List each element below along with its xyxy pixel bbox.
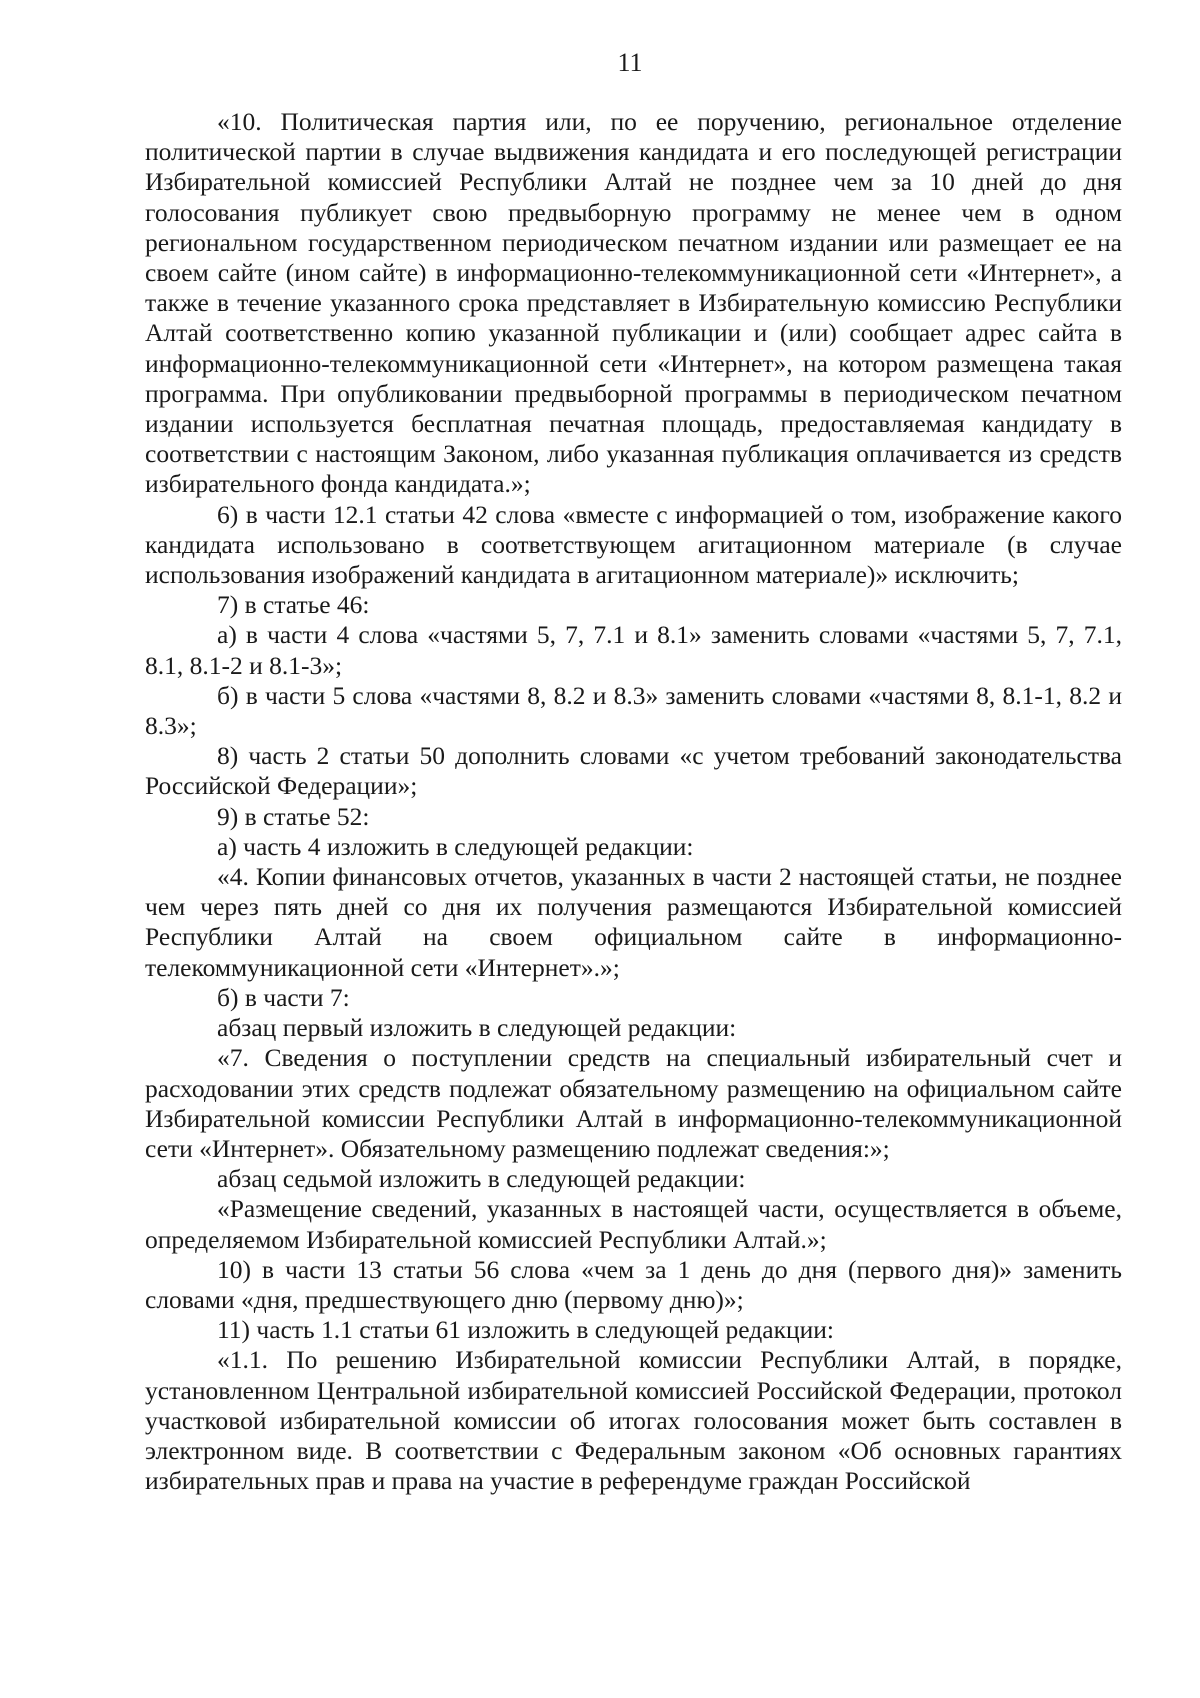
paragraph-15: 10) в части 13 статьи 56 слова «чем за 1 день до дня (первого дня)» заменить словами «дня, предшествующего дню (первому дню)»; bbox=[145, 1254, 1122, 1314]
paragraph-12: «7. Сведения о поступлении средств на специальный избирательный счет и расходовании этих средств подлежат обязательному размещению на официальном сайте Избирательной комиссии Республики Алтай в информационно-телекоммуникационной сети «Интернет». Обязательному размещению подлежат сведения:»; bbox=[145, 1043, 1122, 1163]
paragraph-4: а) в части 4 слова «частями 5, 7, 7.1 и 8.1» заменить словами «частями 5, 7, 7.1, 8.1, 8.1-2 и 8.1-3»; bbox=[145, 620, 1122, 680]
paragraph-16: 11) часть 1.1 статьи 61 изложить в следующей редакции: bbox=[217, 1315, 834, 1345]
paragraph-3: 7) в статье 46: bbox=[217, 590, 370, 620]
paragraph-8: а) часть 4 изложить в следующей редакции: bbox=[217, 831, 694, 861]
document-body bbox=[145, 107, 1122, 1496]
paragraph-2: 6) в части 12.1 статьи 42 слова «вместе с информацией о том, изображение какого кандидата использовано в соответствующем агитационном материале (в случае использования изображений кандидата в агитационном материале)» исключить; bbox=[145, 499, 1122, 590]
paragraph-14: «Размещение сведений, указанных в настоящей части, осуществляется в объеме, определяемом Избирательной комиссией Республики Алтай.»; bbox=[145, 1194, 1122, 1254]
paragraph-7: 9) в статье 52: bbox=[217, 801, 370, 831]
paragraph-13: абзац седьмой изложить в следующей редакции: bbox=[217, 1164, 746, 1194]
page-number: 11 bbox=[617, 48, 643, 77]
paragraph-1: «10. Политическая партия или, по ее поручению, региональное отделение политической партии в случае выдвижения кандидата и его последующей регистрации Избирательной комиссией Республики Алтай не позднее чем за 10 дней до дня голосования публикует свою предвыборную программу не менее чем в одном региональном государственном периодическом печатном издании или размещает ее на своем сайте (ином сайте) в информационно-телекоммуникационной сети «Интернет», а также в течение указанного срока представляет в Избирательную комиссию Республики Алтай соответственно копию указанной публикации и (или) сообщает адрес сайта в информационно-телекоммуникационной сети «Интернет», на котором размещена такая программа. При опубликовании предвыборной программы в периодическом печатном издании используется бесплатная печатная площадь, предоставляемая кандидату в соответствии с настоящим Законом, либо указанная публикация оплачивается из средств избирательного фонда кандидата.»; bbox=[145, 107, 1122, 499]
paragraph-10: б) в части 7: bbox=[217, 982, 350, 1012]
paragraph-6: 8) часть 2 статьи 50 дополнить словами «с учетом требований законодательства Российской Федерации»; bbox=[145, 741, 1122, 801]
paragraph-17: «1.1. По решению Избирательной комиссии Республики Алтай, в порядке, установленном Центральной избирательной комиссией Российской Федерации, протокол участковой избирательной комиссии об итогах голосования может быть составлен в электронном виде. В соответствии с Федеральным законом «Об основных гарантиях избирательных прав и права на участие в референдуме граждан Российской bbox=[145, 1345, 1122, 1496]
paragraph-5: б) в части 5 слова «частями 8, 8.2 и 8.3» заменить словами «частями 8, 8.1-1, 8.2 и 8.3»; bbox=[145, 680, 1122, 741]
paragraph-11: абзац первый изложить в следующей редакции: bbox=[217, 1013, 737, 1043]
paragraph-9: «4. Копии финансовых отчетов, указанных в части 2 настоящей статьи, не позднее чем через пять дней со дня их получения размещаются Избирательной комиссией Республики Алтай на своем официальном сайте в информационно-телекоммуникационной сети «Интернет».»; bbox=[145, 862, 1122, 982]
